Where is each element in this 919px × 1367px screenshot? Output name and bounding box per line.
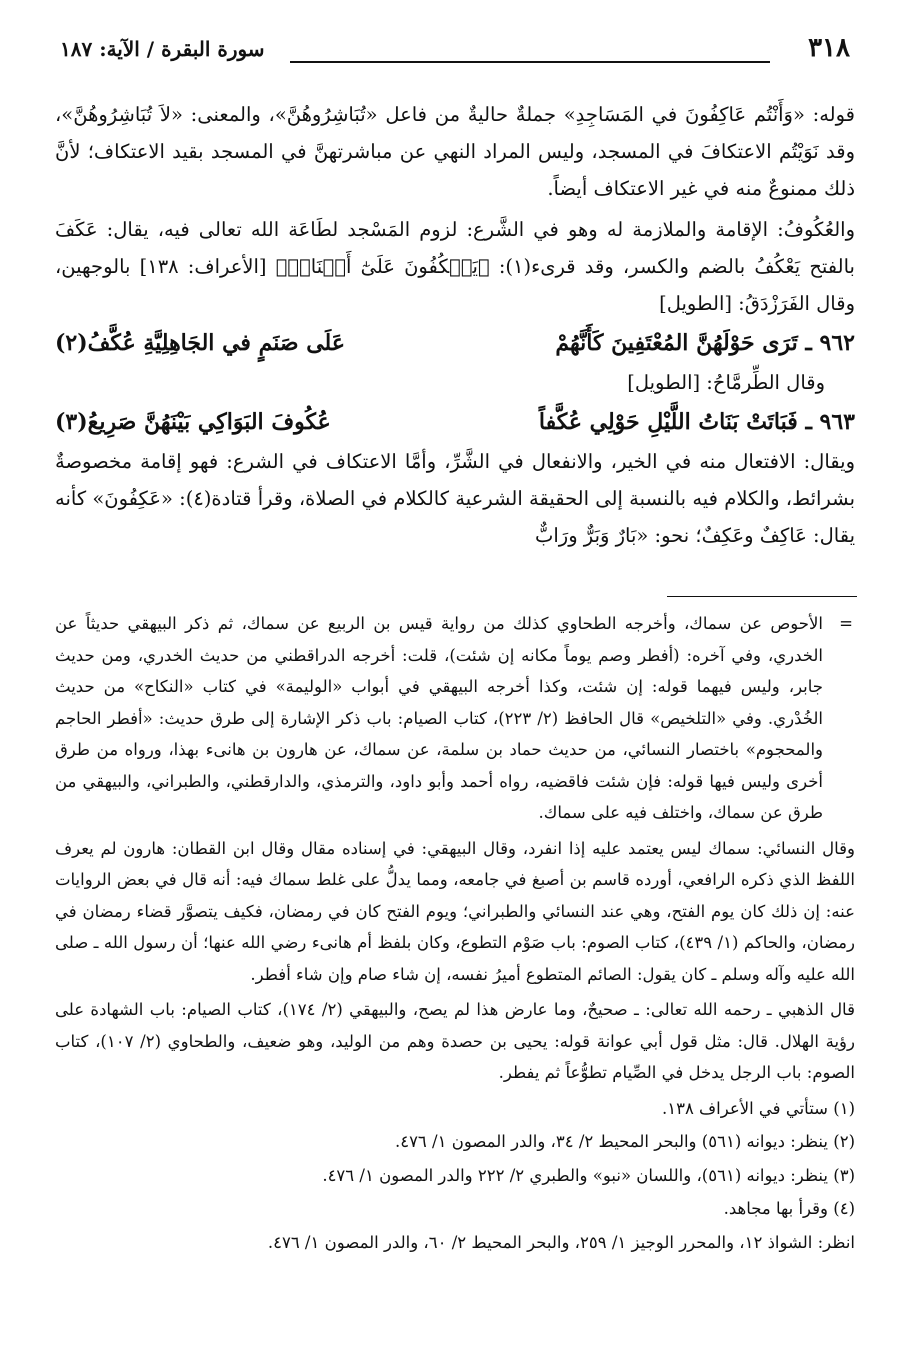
- footnote-4-sources: انظر: الشواذ ١٢، والمحرر الوجيز ١/ ٢٥٩، والبحر المحيط ٢/ ٦٠، والدر المصون ١/ ٤٧٦.: [267, 1232, 855, 1252]
- footnote-separator: [667, 596, 857, 597]
- verse-962-second-hemistich: عَلَى صَنَمٍ في الجَاهِلِيَّةِ عُكَّفُ(٢): [55, 330, 345, 356]
- verse-963-first-hemistich: ٩٦٣ ـ فَبَاتَتْ بَنَاتُ اللَّيْلِ حَوْلِي عُكَّفاً: [538, 409, 855, 435]
- verse-963: [55, 401, 855, 443]
- paragraph-3: ويقال: الافتعال منه في الخير، والانفعال في الشَّرِّ، وأمَّا الاعتكاف في الشرع: فهو إقامة مخصوصةٌ بشرائط، والكلام فيه بالنسبة إلى الحقيقة الشرعية كالكلام في الصلاة، وقرأ قتادة(٤): «عَكِفُونَ» كأنه يقال: عَاكِفٌ وعَكِفٌ؛ نحو: «بَارٌ وَبَرٌّ ورَابٌّ: [55, 450, 855, 547]
- page-header: [60, 33, 850, 69]
- continuation-marker: =: [839, 614, 853, 633]
- verse-962: [55, 322, 855, 364]
- verse-963-second-hemistich: عُكُوفَ البَوَاكِي بَيْنَهُنَّ صَرِيعُ(٣): [55, 409, 331, 435]
- header-rule: [290, 61, 770, 63]
- footnotes: [55, 608, 855, 1258]
- footnote-continuation-1: = الأحوص عن سماك، وأخرجه الطحاوي كذلك من رواية قيس بن الربيع عن سماك، ثم ذكر البيهقي حديثاً عن الخدري، وفي آخره: (أفطر وصم يوماً مكانه إن شئت)، قلت: أخرجه الدراقطني من حديث الخدري، ومن حديث جابر، وليس فيهما قوله: إن شئت، وكذا أخرجه البيهقي في أبواب «الوليمة» في كتاب «النكاح» من حديث الخُدْري. وفي «التلخيص» قال الحافظ (٢/ ٢٢٣)، كتاب الصيام: باب ذكر الإشارة إلى طرق حديث: «أفطر الحاجم والمحجوم» باختصار النسائي، من حديث حماد بن سلمة، عن سماك، عن هارون بن هانىء بهذا، ورواه من طرق أخرى وليس فيها قوله: فإن شئت فاقضيه، رواه أحمد وأبو داود، والترمذي، والدارقطني، والطبراني، والبيهقي من طرق عن سماك، واختلف فيه على سماك.: [55, 608, 855, 829]
- numbered-footnotes: [55, 1093, 855, 1259]
- footnote-2: (٢) ينظر: ديوانه (٥٦١) والبحر المحيط ٢/ ٣٤، والدر المصون ١/ ٤٧٦.: [394, 1132, 855, 1151]
- footnote-1: (١) ستأتي في الأعراف ١٣٨.: [661, 1098, 855, 1118]
- verse-963-intro: وقال الطِّرمَّاحُ: [الطويل]: [627, 371, 825, 394]
- footnote-3: (٣) ينظر: ديوانه (٥٦١)، واللسان «نبو» والطبري ٢/ ٢٢٢ والدر المصون ١/ ٤٧٦.: [322, 1165, 855, 1185]
- main-text: [55, 96, 855, 554]
- paragraph-2: والعُكُوفُ: الإقامة والملازمة له وهو في الشَّرع: لزوم المَسْجد لطَاعَة الله تعالى فيه، يقال: عَكَفَ بالفتح يَعْكُفُ بالضم والكسر، وقد قرىء(١): ﴿يَعۡكُفُونَ عَلَىٰٓ أَصۡنَامٖ﴾ [الأعراف: ١٣٨] بالوجهين، وقال الفَرَزْدَقُ: [الطويل]: [55, 218, 855, 315]
- running-head: سورة البقرة / الآية: ١٨٧: [60, 37, 265, 61]
- page-number: ٣١٨: [808, 33, 850, 63]
- footnote-continuation-3: قال الذهبي ـ رحمه الله تعالى: ـ صحيحٌ، وما عارض هذا لم يصح، والبيهقي (٢/ ١٧٤)، كتاب الصيام: باب الشهادة على رؤية الهلال. قال: مثل قول أبي عوانة قوله: يحيى بن حصدة وهم من الوليد، وهو ضعيف، والطحاوي (٢/ ١٠٧)، كتاب الصوم: باب الرجل يدخل في الصِّيام تطوُّعاً ثم يفطر.: [55, 1000, 855, 1082]
- footnote-continuation-2: وقال النسائي: سماك ليس يعتمد عليه إذا انفرد، وقال البيهقي: في إسناده مقال وقال ابن القطان: هارون لم يعرف اللفظ الذي ذكره الرافعي، أورده قاسم بن أصبغ في جامعه، ومما يدلُّ على غلط سماك فيه: أنه قال في بعض الروايات عنه: إن ذلك كان يوم الفتح، وهي عند النسائي والطبراني؛ ويوم الفتح كان في رمضان، فكيف يتصوَّر قضاء رمضان في رمضان، والحاكم (١/ ٤٣٩)، كتاب الصوم: باب صَوْم التطوع، وكان بلفظ أم هانىء رضي الله عنها؛ أن رسول الله ـ صلى الله عليه وآله وسلم ـ كان يقول: الصائم المتطوع أميرُ نفسه، إن شاء صام وإن شاء أفطر.: [55, 838, 855, 984]
- footnote-4: (٤) وقرأ بها مجاهد.: [723, 1199, 855, 1218]
- paragraph-1: قوله: «وَأَنْتُم عَاكِفُونَ في المَسَاجِدِ» جملةٌ حاليةٌ من فاعل «تُبَاشِرُوهُنَّ»، والمعنى: «لاَ تُبَاشِرُوهُنَّ»، وقد نَوَيْتُم الاعتكافَ في المسجد، وليس المراد النهي عن مباشرتهنَّ في المسجد بقيد الاعتكاف؛ لأنَّ ذلك ممنوعٌ منه في غير الاعتكاف أيضاً.: [55, 103, 855, 200]
- verse-962-first-hemistich: ٩٦٢ ـ تَرَى حَوْلَهُنَّ المُعْتَفِينَ كَأَنَّهُمْ: [555, 330, 855, 356]
